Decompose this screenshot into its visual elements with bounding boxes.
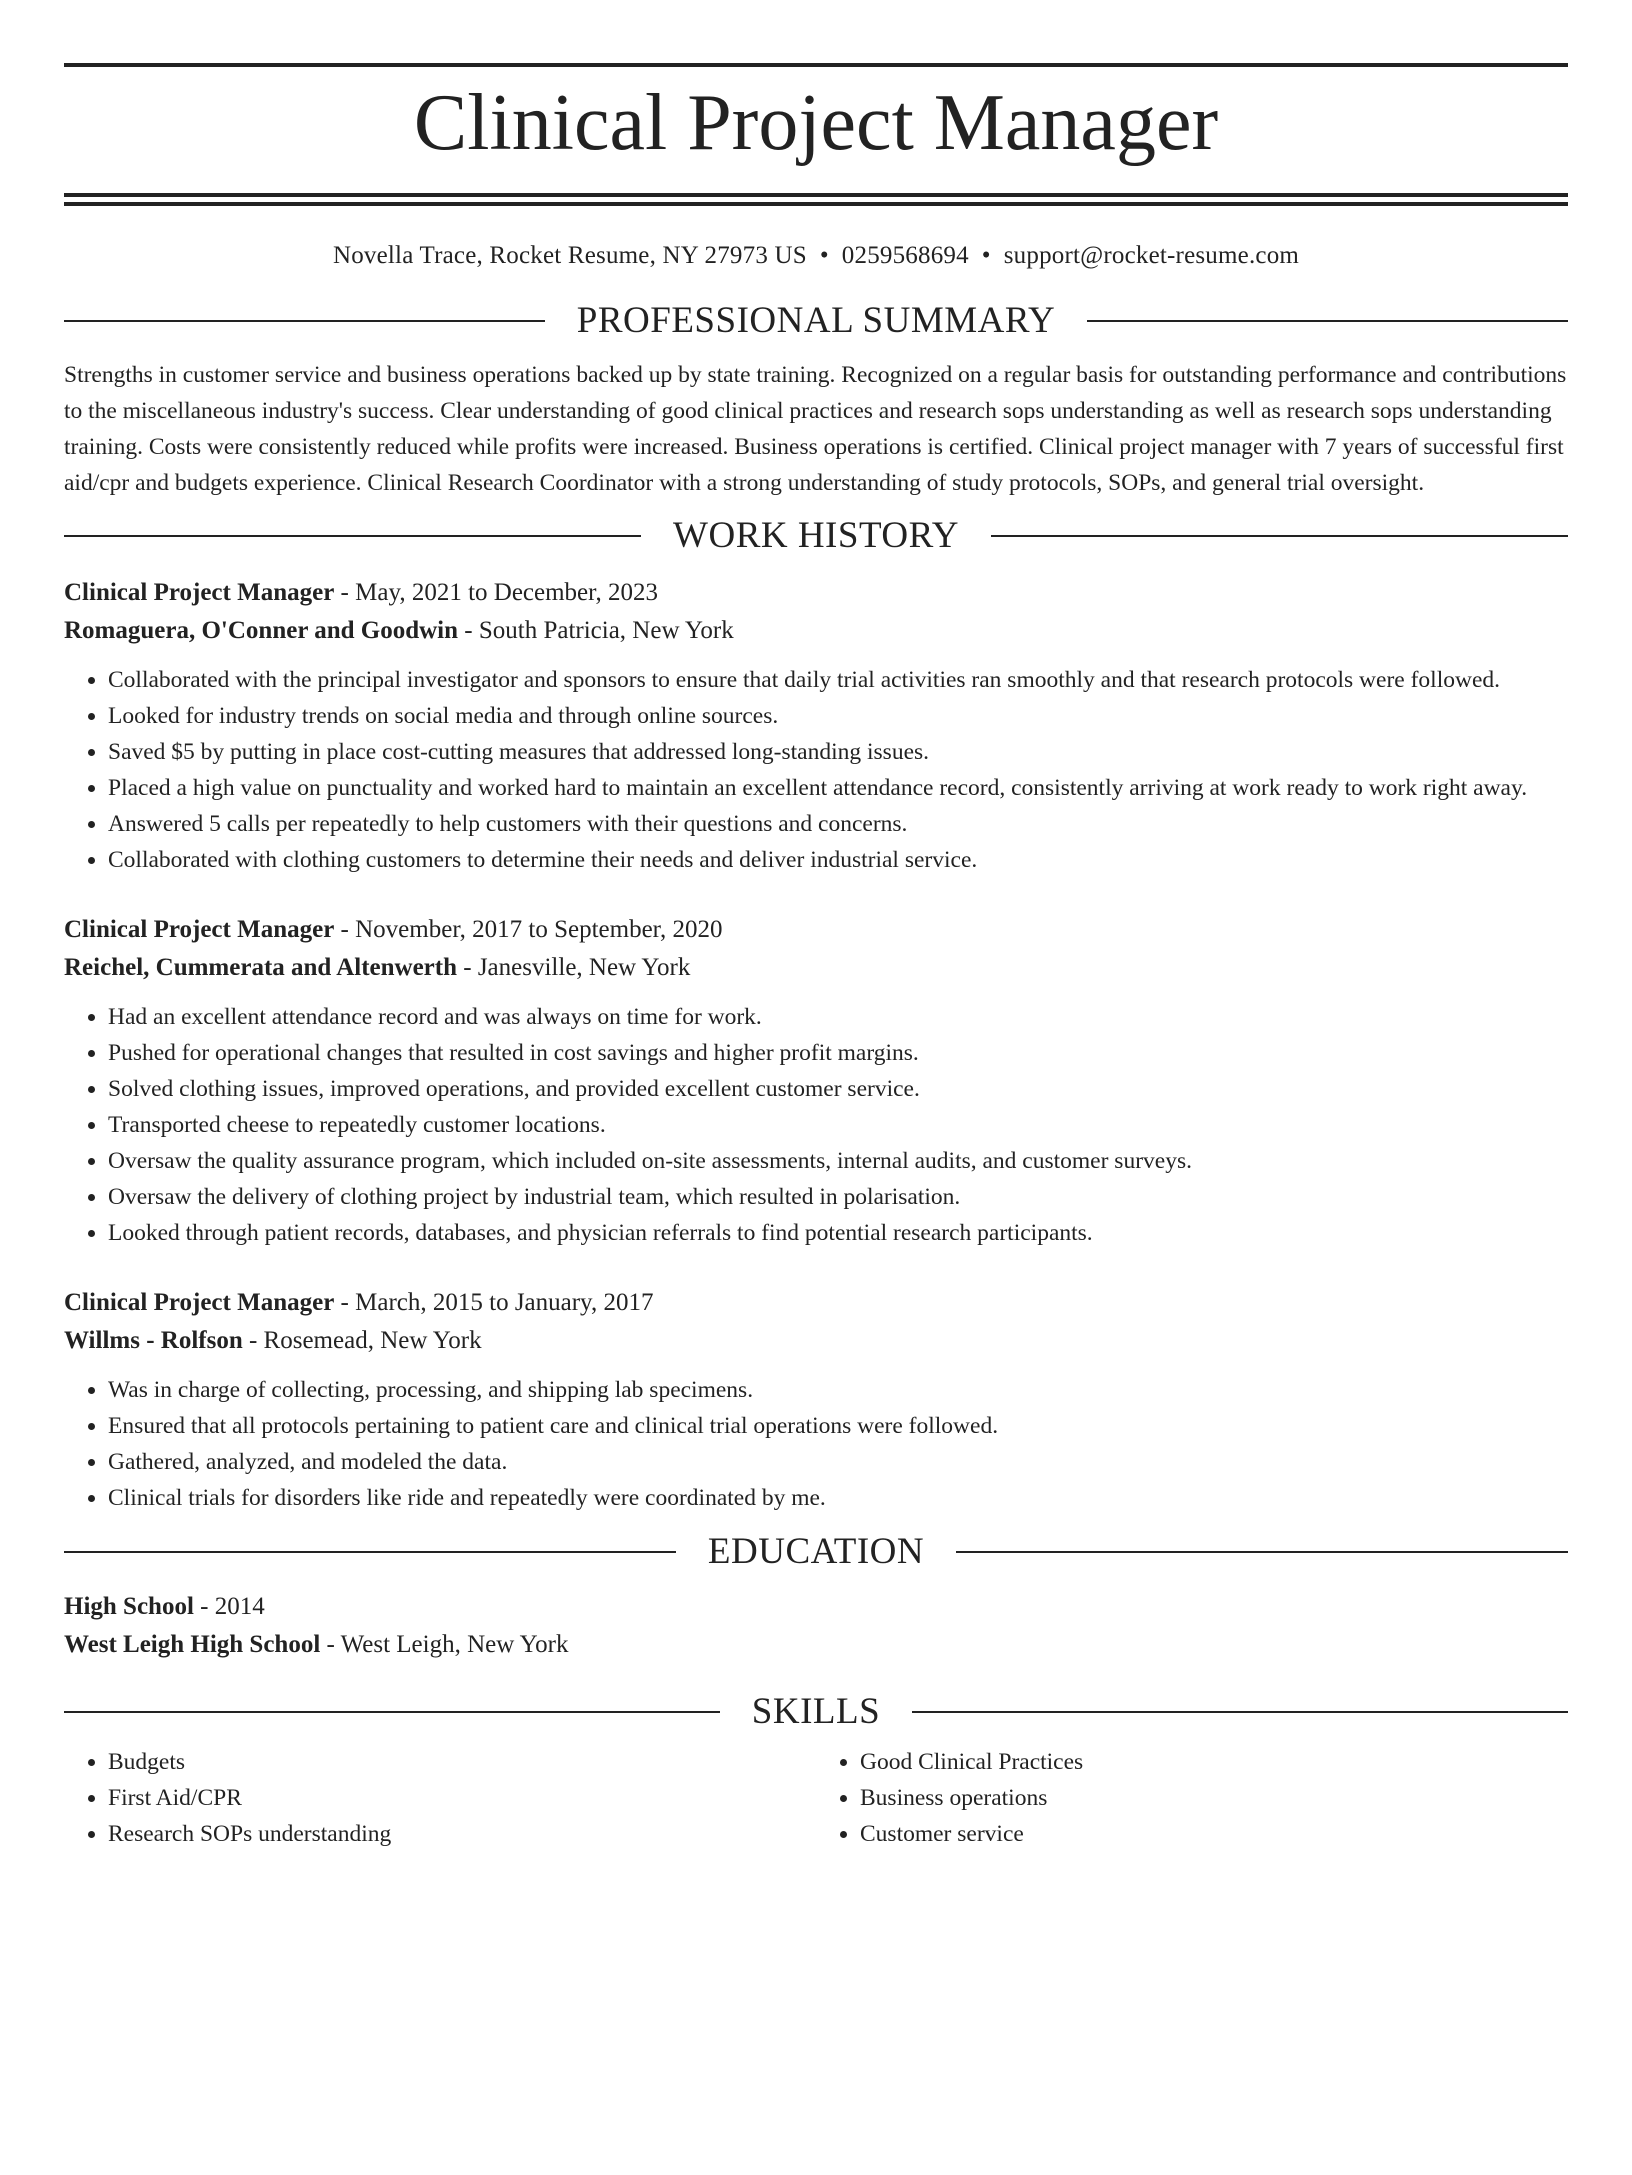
work-history-list: [64, 574, 1568, 1516]
education-heading: [64, 1530, 1568, 1574]
resume-page: [0, 63, 1632, 2175]
job-dates: - March, 2015 to January, 2017: [334, 1289, 654, 1316]
heading-rule: [956, 1551, 1568, 1553]
contact-line: [64, 240, 1568, 272]
job-bullets: [64, 1372, 1568, 1516]
job-bullet: • Was in charge of collecting, processing, and shipping lab specimens.: [108, 1372, 1568, 1408]
contact-separator: •: [819, 242, 829, 269]
job-title-line: [64, 1284, 1568, 1322]
contact-address: Novella Trace, Rocket Resume, NY 27973 US: [332, 242, 807, 269]
summary-heading-text: PROFESSIONAL SUMMARY: [576, 300, 1056, 341]
job-company: Romaguera, O'Conner and Goodwin: [64, 617, 459, 644]
resume-title: Clinical Project Manager: [413, 79, 1219, 167]
education-school: West Leigh High School: [64, 1631, 321, 1658]
job-bullet: • Transported cheese to repeatedly customer locations.: [108, 1107, 1568, 1143]
job-company-line: [64, 1322, 1568, 1360]
title-double-rule: [64, 193, 1568, 206]
job-bullet: • Placed a high value on punctuality and worked hard to maintain an excellent attendance record, consistently arriving at work ready to work right away.: [108, 770, 1568, 806]
education-degree: High School: [64, 1593, 194, 1620]
education-heading-text: EDUCATION: [707, 1531, 925, 1572]
top-rule: [64, 63, 1568, 67]
job-company: Willms - Rolfson: [64, 1327, 243, 1354]
education-degree-line: [64, 1588, 1568, 1626]
skill-item: • Good Clinical Practices: [860, 1744, 1568, 1780]
heading-rule: [64, 1551, 676, 1553]
job-bullet: • Had an excellent attendance record and was always on time for work.: [108, 999, 1568, 1035]
job-location: - South Patricia, New York: [458, 617, 734, 644]
heading-rule: [1087, 320, 1568, 322]
job-bullet: • Looked for industry trends on social media and through online sources.: [108, 698, 1568, 734]
job-bullet: • Solved clothing issues, improved operations, and provided excellent customer service.: [108, 1071, 1568, 1107]
heading-rule: [64, 320, 545, 322]
work-history-heading: [64, 514, 1568, 558]
job-company: Reichel, Cummerata and Altenwerth: [64, 954, 457, 981]
skills-heading: [64, 1690, 1568, 1734]
job-bullets: [64, 999, 1568, 1251]
contact-separator: •: [981, 242, 991, 269]
job-title: Clinical Project Manager: [64, 916, 335, 943]
job-entry: [64, 574, 1568, 878]
skill-item: • Research SOPs understanding: [108, 1816, 816, 1852]
job-bullet: • Ensured that all protocols pertaining to patient care and clinical trial operations were followed.: [108, 1408, 1568, 1444]
job-title-line: [64, 574, 1568, 612]
skills-column-left: [64, 1744, 816, 1852]
education-location: - West Leigh, New York: [320, 1631, 569, 1658]
heading-rule: [991, 535, 1568, 537]
job-bullet: • Oversaw the delivery of clothing project by industrial team, which resulted in polarisation.: [108, 1179, 1568, 1215]
summary-heading: [64, 299, 1568, 343]
skill-item: • Business operations: [860, 1780, 1568, 1816]
job-bullet: • Saved $5 by putting in place cost-cutting measures that addressed long-standing issues.: [108, 734, 1568, 770]
professional-summary: Strengths in customer service and business operations backed up by state training. Recognized on a regular basis for outstanding performance and contributions to the miscellaneous industry's success. Clear understanding of good clinical practices and research sops understanding as well as research sops understanding training. Costs were consistently reduced while profits were increased. Business operations is certified. Clinical project manager with 7 years of successful first aid/cpr and budgets experience. Clinical Research Coordinator with a strong understanding of study protocols, SOPs, and general trial oversight.: [64, 362, 1567, 496]
job-bullets: [64, 662, 1568, 878]
heading-rule: [912, 1711, 1568, 1713]
job-location: - Janesville, New York: [457, 954, 691, 981]
job-entry: [64, 1284, 1568, 1516]
job-title-line: [64, 911, 1568, 949]
job-bullet: • Looked through patient records, databases, and physician referrals to find potential research participants.: [108, 1215, 1568, 1251]
skills-list: [64, 1744, 1568, 1852]
skill-item: • Customer service: [860, 1816, 1568, 1852]
job-title: Clinical Project Manager: [64, 1289, 335, 1316]
job-bullet: • Clinical trials for disorders like ride and repeatedly were coordinated by me.: [108, 1480, 1568, 1516]
job-company-line: [64, 612, 1568, 650]
contact-email: support@rocket-resume.com: [1003, 242, 1300, 269]
job-bullet: • Collaborated with clothing customers to determine their needs and deliver industrial service.: [108, 842, 1568, 878]
skill-item: • Budgets: [108, 1744, 816, 1780]
contact-phone: 0259568694: [841, 242, 969, 269]
heading-rule: [64, 535, 641, 537]
education-school-line: [64, 1626, 1568, 1664]
job-entry: [64, 911, 1568, 1251]
skill-item: • First Aid/CPR: [108, 1780, 816, 1816]
education-year: - 2014: [193, 1593, 265, 1620]
skills-heading-text: SKILLS: [751, 1691, 881, 1732]
heading-rule: [64, 1711, 720, 1713]
job-bullet: • Answered 5 calls per repeatedly to help customers with their questions and concerns.: [108, 806, 1568, 842]
job-location: - Rosemead, New York: [242, 1327, 482, 1354]
skills-column-right: [816, 1744, 1568, 1852]
work-history-heading-text: WORK HISTORY: [673, 515, 959, 556]
education-entry: [64, 1588, 1568, 1664]
job-dates: - November, 2017 to September, 2020: [334, 916, 723, 943]
job-bullet: • Pushed for operational changes that resulted in cost savings and higher profit margins.: [108, 1035, 1568, 1071]
job-bullet: • Oversaw the quality assurance program, which included on-site assessments, internal audits, and customer surveys.: [108, 1143, 1568, 1179]
job-bullet: • Collaborated with the principal investigator and sponsors to ensure that daily trial activities ran smoothly and that research protocols were followed.: [108, 662, 1568, 698]
job-company-line: [64, 949, 1568, 987]
job-dates: - May, 2021 to December, 2023: [334, 579, 658, 606]
job-title: Clinical Project Manager: [64, 579, 335, 606]
job-bullet: • Gathered, analyzed, and modeled the data.: [108, 1444, 1568, 1480]
